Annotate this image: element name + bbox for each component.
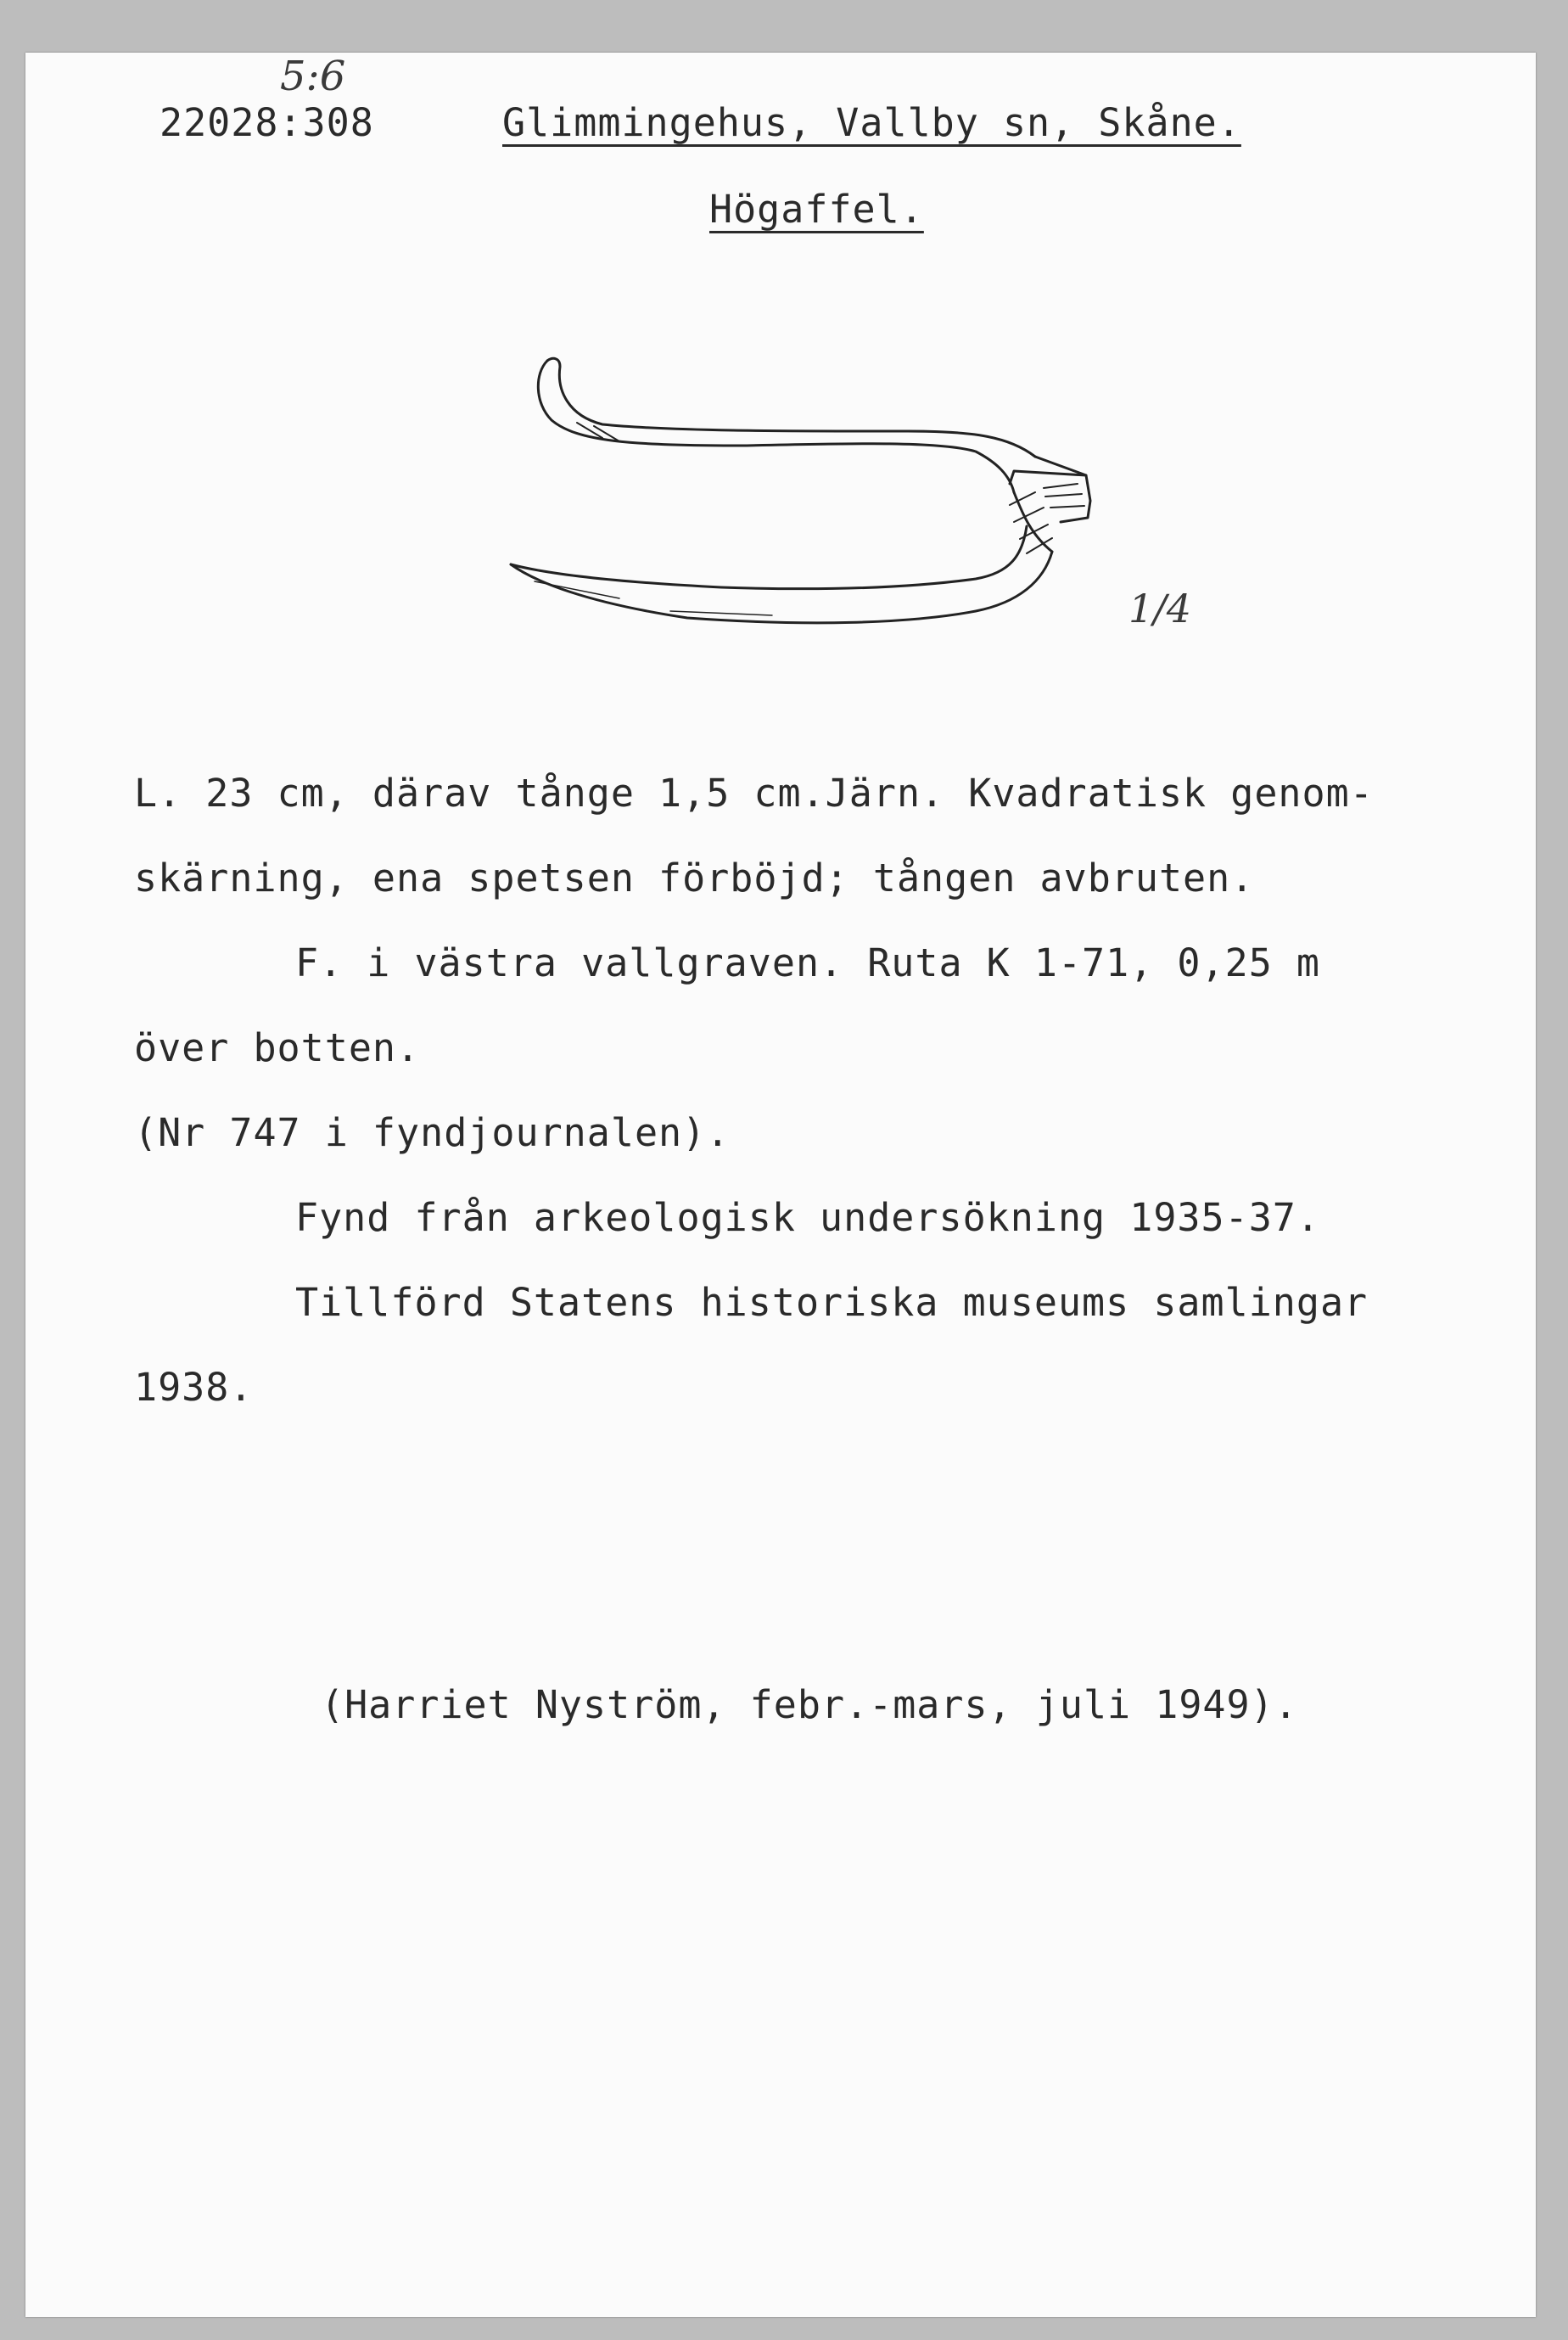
description-line: Fynd från arkeologisk undersökning 1935-37. bbox=[295, 1195, 1320, 1240]
description-line: (Nr 747 i fyndjournalen). bbox=[134, 1110, 731, 1155]
description-line: L. 23 cm, därav tånge 1,5 cm.Järn. Kvadratisk genom- bbox=[134, 771, 1374, 816]
site-heading: Glimmingehus, Vallby sn, Skåne. bbox=[502, 100, 1241, 145]
description-line: F. i västra vallgraven. Ruta K 1-71, 0,25 m bbox=[295, 940, 1320, 985]
scale-note: 1/4 bbox=[1128, 586, 1192, 631]
description-line: över botten. bbox=[134, 1025, 421, 1070]
description-line: 1938. bbox=[134, 1365, 254, 1410]
object-title: Högaffel. bbox=[709, 187, 924, 232]
pitchfork-drawing bbox=[501, 356, 1112, 637]
catalog-number: 22028:308 bbox=[160, 100, 374, 145]
description-line: skärning, ena spetsen förböjd; tången avbruten. bbox=[134, 856, 1255, 901]
author-signature: (Harriet Nyström, febr.-mars, juli 1949). bbox=[321, 1682, 1298, 1727]
description-line: Tillförd Statens historiska museums samlingar bbox=[295, 1280, 1369, 1325]
handwritten-number: 5:6 bbox=[280, 53, 346, 100]
